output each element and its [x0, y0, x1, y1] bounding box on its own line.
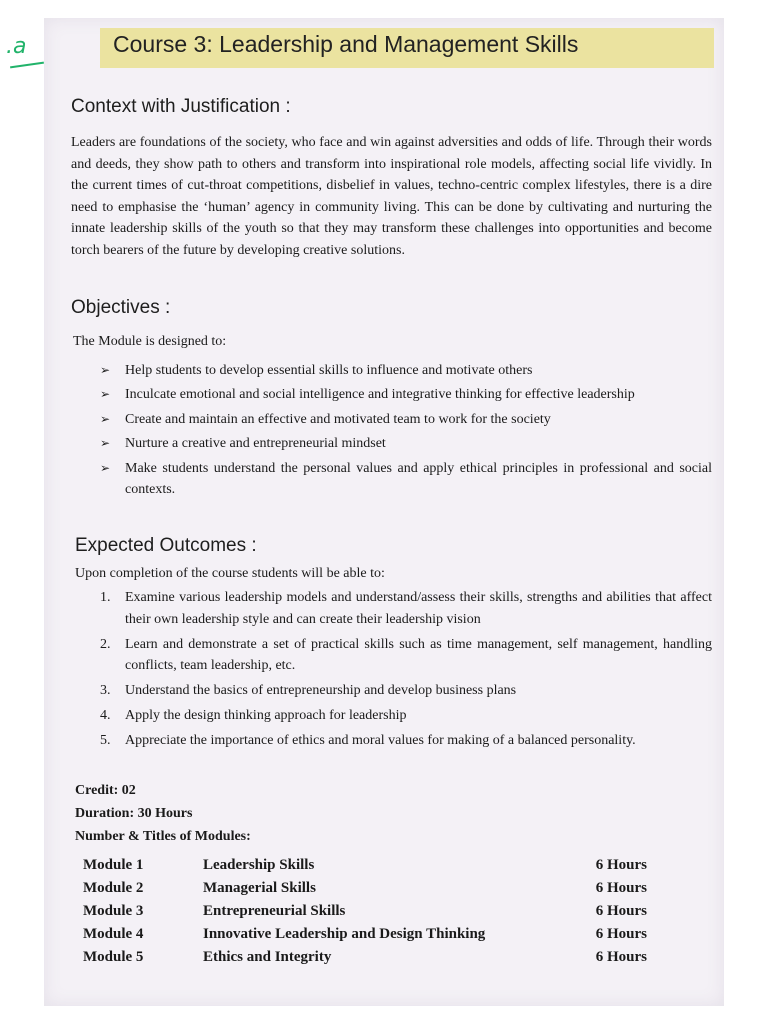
outcome-number: 3. [100, 683, 111, 699]
objective-text: Help students to develop essential skills to influence and motivate others [125, 363, 533, 378]
context-heading: Context with Justification : [71, 96, 291, 117]
arrowhead-bullet-icon: ➢ [100, 460, 111, 475]
credit-line: Credit: 02 [75, 783, 136, 798]
module-row [83, 880, 653, 903]
outcome-item [100, 680, 712, 702]
arrowhead-bullet-icon: ➢ [100, 363, 111, 377]
modules-table [83, 857, 653, 972]
outcome-text: Apply the design thinking approach for leadership [125, 708, 407, 724]
outcome-number: 2. [100, 636, 111, 652]
module-row [83, 857, 653, 880]
module-hours: 6 Hours [595, 926, 647, 942]
outcome-number: 4. [100, 708, 111, 724]
objective-item [100, 384, 712, 406]
module-title: Innovative Leadership and Design Thinking [203, 926, 486, 942]
objective-text: Make students understand the personal values and apply ethical principles in professional and social contexts. [125, 460, 712, 498]
outcome-item [100, 634, 712, 677]
module-row [83, 949, 653, 972]
objective-item [100, 458, 712, 501]
module-title: Managerial Skills [203, 880, 316, 896]
module-hours: 6 Hours [595, 949, 647, 965]
objective-text: Create and maintain an effective and motivated team to work for the society [125, 411, 551, 427]
module-hours: 6 Hours [595, 903, 647, 919]
module-row [83, 903, 653, 926]
arrowhead-bullet-icon: ➢ [100, 387, 111, 402]
module-number: Module 2 [83, 880, 144, 896]
outcome-item [100, 730, 712, 752]
outcome-item [100, 587, 712, 630]
outcome-number: 5. [100, 733, 111, 749]
margin-annotation-underline [10, 62, 44, 69]
module-hours: 6 Hours [595, 880, 647, 896]
outcome-text: Understand the basics of entrepreneurship and develop business plans [125, 683, 517, 699]
module-number: Module 3 [83, 903, 144, 919]
objectives-intro: The Module is designed to: [73, 334, 227, 349]
objective-item [100, 360, 712, 382]
module-title: Leadership Skills [203, 857, 315, 873]
outcome-item [100, 705, 712, 727]
objective-item [100, 433, 712, 455]
module-title: Entrepreneurial Skills [203, 903, 346, 919]
context-paragraph: Leaders are foundations of the society, who face and win against adversities and odds of life. Through their words and deeds, they show path to others and transform into inspirational role models, affecting social life vividly. In the current times of cut-throat competitions, disbelief in values, techno-centric complex lifestyles, there is a dire need to emphasise the ‘human’ agency in community living. This can be done by cultivating and nurturing the innate leadership skills of the youth so that they may transform these challenges into opportunities and become torch bearers of the future by developing creative solutions. [71, 135, 712, 258]
modules-heading: Number & Titles of Modules: [75, 829, 251, 844]
module-number: Module 5 [83, 949, 144, 965]
objective-item [100, 409, 712, 431]
module-title: Ethics and Integrity [203, 949, 332, 965]
module-row [83, 926, 653, 949]
page-title: Course 3: Leadership and Management Skills [113, 31, 579, 57]
arrowhead-bullet-icon: ➢ [100, 411, 111, 426]
outcome-text: Appreciate the importance of ethics and moral values for making of a balanced personality. [125, 733, 636, 749]
module-number: Module 4 [83, 926, 144, 942]
outcomes-intro: Upon completion of the course students will be able to: [75, 566, 385, 581]
outcome-text: Examine various leadership models and understand/assess their skills, strengths and abilities that affect their own leadership style and can create their leadership vision [125, 590, 712, 627]
outcome-text: Learn and demonstrate a set of practical skills such as time management, self management, handling conflicts, team leadership, etc. [125, 636, 712, 674]
outcomes-heading: Expected Outcomes : [75, 535, 257, 556]
outcomes-list [100, 587, 712, 755]
arrowhead-bullet-icon: ➢ [100, 436, 111, 451]
duration-line: Duration: 30 Hours [75, 806, 193, 821]
margin-annotation: .a [6, 34, 27, 59]
objective-text: Inculcate emotional and social intelligence and integrative thinking for effective leadership [125, 387, 635, 403]
module-hours: 6 Hours [595, 857, 647, 873]
objectives-heading: Objectives : [71, 297, 171, 318]
outcome-number: 1. [100, 590, 111, 605]
module-number: Module 1 [83, 857, 144, 873]
objectives-list [100, 360, 712, 504]
objective-text: Nurture a creative and entrepreneurial mindset [125, 436, 386, 452]
